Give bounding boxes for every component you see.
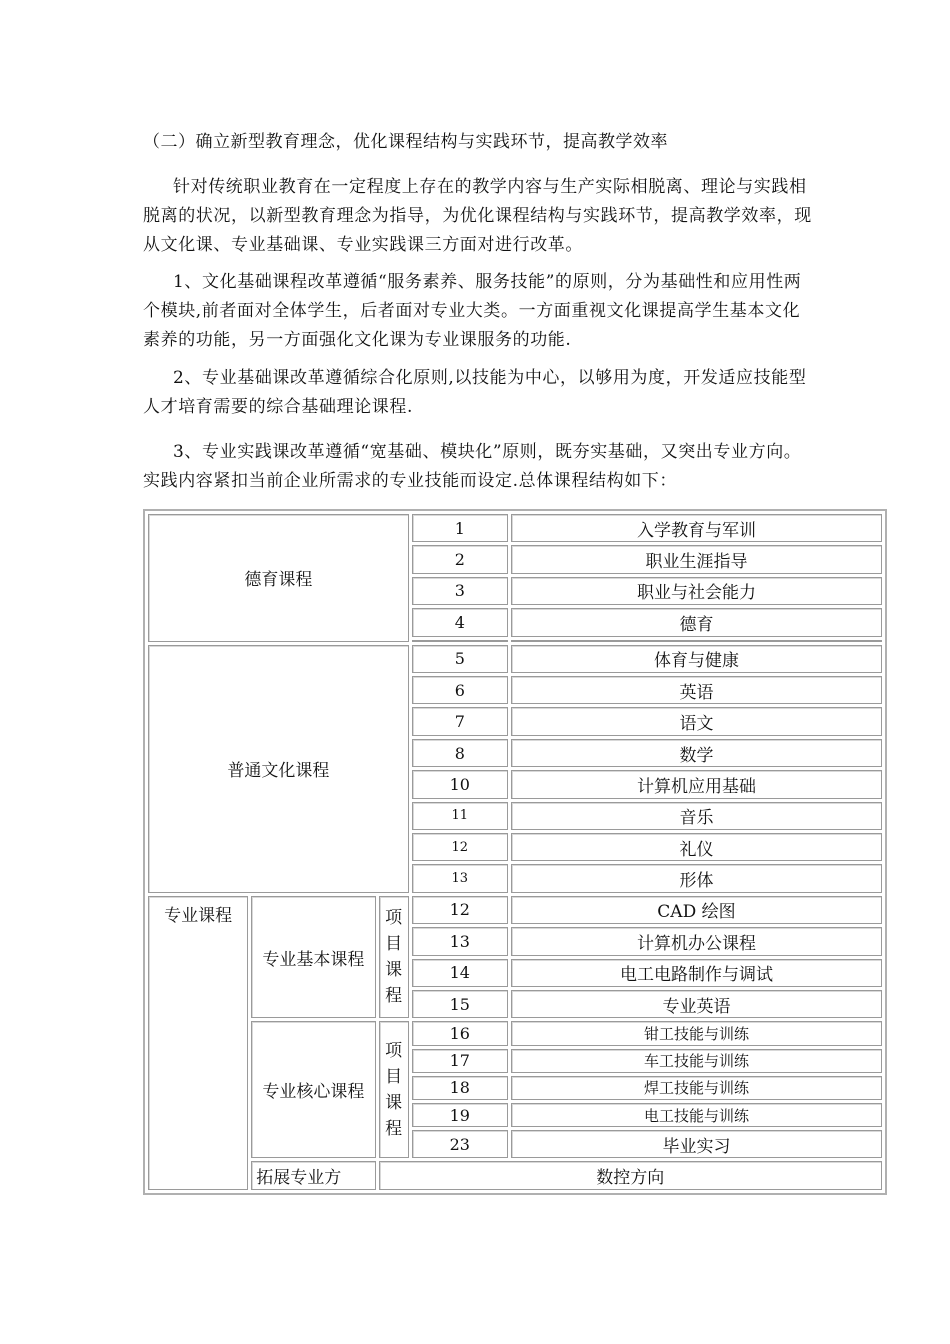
section-heading: （二）确立新型教育理念，优化课程结构与实践环节，提高教学效率: [143, 132, 668, 152]
course-name: 体育与健康: [511, 645, 882, 673]
course-number: 5: [412, 645, 508, 673]
course-number: 12: [412, 833, 508, 861]
course-number: 7: [412, 707, 508, 735]
course-name: 电工技能与训练: [511, 1103, 882, 1127]
course-number: 11: [412, 802, 508, 830]
course-name: 专业英语: [511, 990, 882, 1018]
course-number: 10: [412, 770, 508, 798]
course-name: [511, 640, 882, 642]
extension-direction: 数控方向: [379, 1161, 882, 1190]
course-name: 职业与社会能力: [511, 577, 882, 605]
course-name: 车工技能与训练: [511, 1049, 882, 1073]
table-row: [148, 1021, 882, 1045]
category-moral: 德育课程: [148, 514, 409, 642]
subcategory-core: 专业核心课程: [251, 1021, 375, 1158]
category-professional: 专业课程: [148, 896, 248, 1190]
course-number: 18: [412, 1076, 508, 1100]
table-row: [148, 1161, 882, 1190]
course-name: 职业生涯指导: [511, 545, 882, 573]
course-name: 计算机办公课程: [511, 927, 882, 955]
course-number: 8: [412, 739, 508, 767]
course-number: 15: [412, 990, 508, 1018]
course-name: 数学: [511, 739, 882, 767]
paragraph-intro: 针对传统职业教育在一定程度上存在的教学内容与生产实际相脱离、理论与实践相脱离的状况，以新型教育理念为指导，为优化课程结构与实践环节，提高教学效率，现从文化课、专业基础课、专业实践课三方面对进行改革。: [143, 177, 812, 255]
course-number: 4: [412, 608, 508, 636]
course-number: 17: [412, 1049, 508, 1073]
project-course-label: 项目课程: [379, 896, 409, 1019]
course-number: 19: [412, 1103, 508, 1127]
course-name: 毕业实习: [511, 1130, 882, 1158]
course-name: 计算机应用基础: [511, 770, 882, 798]
table-row: [148, 896, 882, 924]
course-name: 焊工技能与训练: [511, 1076, 882, 1100]
course-name: CAD 绘图: [511, 896, 882, 924]
paragraph-practice-reform: 3、专业实践课改革遵循“宽基础、模块化”原则，既夯实基础，又突出专业方向。实践内容紧扣当前企业所需求的专业技能而设定.总体课程结构如下：: [143, 442, 802, 491]
course-name: 形体: [511, 864, 882, 892]
course-number: 3: [412, 577, 508, 605]
category-general: 普通文化课程: [148, 645, 409, 893]
course-number: [412, 640, 508, 642]
course-name: 音乐: [511, 802, 882, 830]
course-number: 13: [412, 927, 508, 955]
course-name: 语文: [511, 707, 882, 735]
course-name: 钳工技能与训练: [511, 1021, 882, 1045]
paragraph-basic-reform: 2、专业基础课改革遵循综合化原则,以技能为中心，以够用为度，开发适应技能型人才培育需要的综合基础理论课程.: [143, 368, 807, 417]
course-number: 6: [412, 676, 508, 704]
project-course-label: 项目课程: [379, 1021, 409, 1158]
course-name: 电工电路制作与调试: [511, 959, 882, 987]
subcategory-basic: 专业基本课程: [251, 896, 375, 1019]
course-number: 16: [412, 1021, 508, 1045]
course-name: 礼仪: [511, 833, 882, 861]
course-name: 入学教育与军训: [511, 514, 882, 542]
table-row: [148, 514, 882, 542]
course-number: 2: [412, 545, 508, 573]
paragraph-culture-reform: 1、文化基础课程改革遵循“服务素养、服务技能”的原则，分为基础性和应用性两个模块,前者面对全体学生，后者面对专业大类。一方面重视文化课提高学生基本文化素养的功能，另一方面强化文化课为专业课服务的功能.: [143, 272, 802, 350]
table-row: [148, 645, 882, 673]
course-number: 1: [412, 514, 508, 542]
course-structure-table: [143, 509, 887, 1195]
subcategory-extension: 拓展专业方: [251, 1161, 375, 1190]
course-number: 12: [412, 896, 508, 924]
course-number: 23: [412, 1130, 508, 1158]
course-number: 14: [412, 959, 508, 987]
course-name: 英语: [511, 676, 882, 704]
course-name: 德育: [511, 608, 882, 636]
course-number: 13: [412, 864, 508, 892]
